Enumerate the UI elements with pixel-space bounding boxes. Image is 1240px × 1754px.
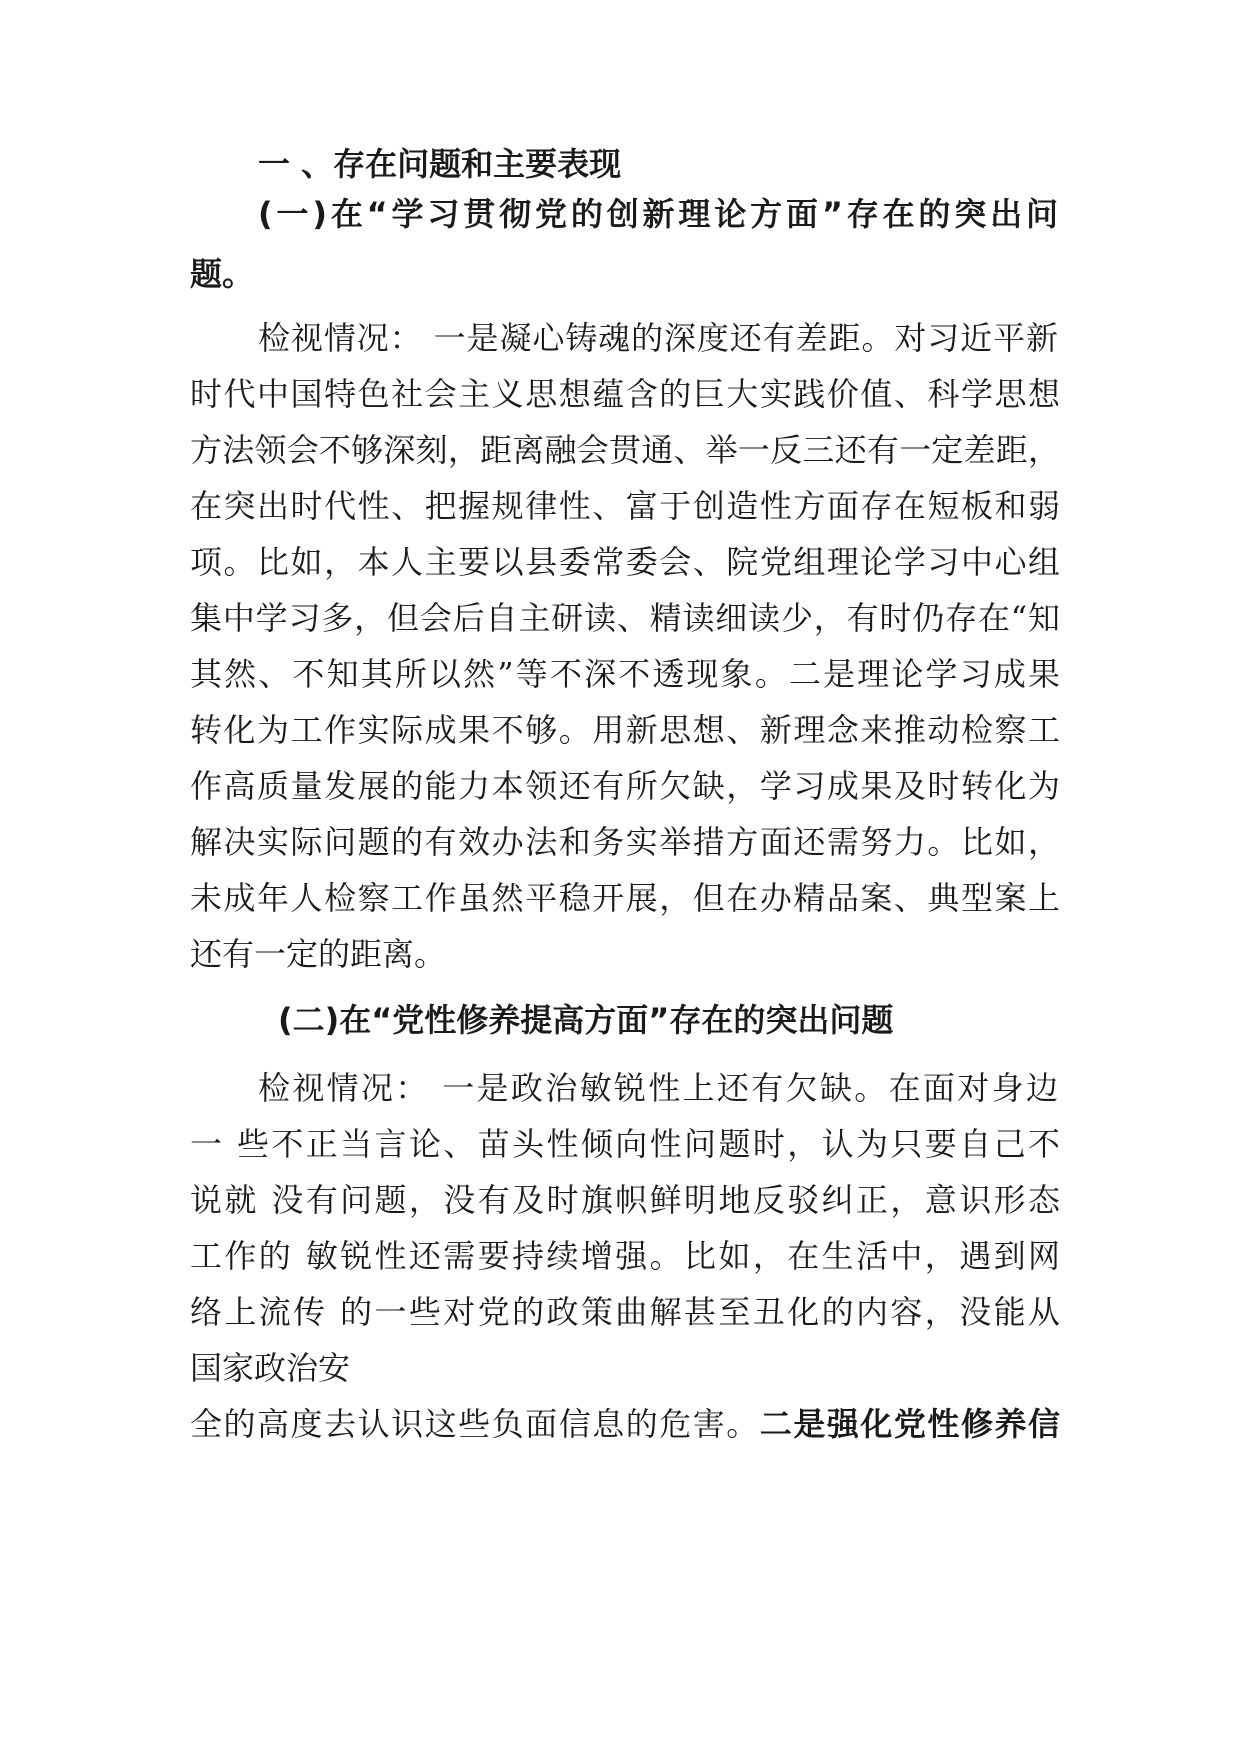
section2-paragraph-line: 说就 没有问题，没有及时旗帜鲜明地反驳纠正，意识形态 — [190, 1181, 1060, 1219]
section1-paragraph-line: 其然、不知其所以然”等不深不透现象。二是理论学习成果 — [190, 655, 1060, 693]
section2-paragraph-line: 检视情况： 一是政治敏锐性上还有欠缺。在面对身边 — [258, 1069, 1058, 1107]
section2-paragraph-last-line — [190, 1404, 1060, 1444]
section1-paragraph-line: 时代中国特色社会主义思想蕴含的巨大实践价值、科学思想 — [190, 375, 1060, 413]
section1-paragraph-line: 解决实际问题的有效办法和务实举措方面还需努力。比如， — [190, 823, 1060, 861]
section1-paragraph-line: 在突出时代性、把握规律性、富于创造性方面存在短板和弱 — [190, 487, 1060, 525]
section1-title-line1: (一)在“学习贯彻党的创新理论方面”存在的突出问 — [258, 195, 1058, 233]
section2-title: (二)在“党性修养提高方面”存在的突出问题 — [278, 1001, 894, 1039]
section1-paragraph-line: 作高质量发展的能力本领还有所欠缺，学习成果及时转化为 — [190, 767, 1060, 805]
section1-paragraph-line: 检视情况： 一是凝心铸魂的深度还有差距。对习近平新 — [258, 319, 1058, 357]
section2-paragraph-line: 国家政治安 — [190, 1349, 351, 1387]
section1-paragraph-line: 还有一定的距离。 — [190, 935, 447, 973]
section1-title-line2: 题。 — [190, 255, 255, 293]
section2-paragraph-line: 工作的 敏锐性还需要持续增强。比如，在生活中，遇到网 — [190, 1237, 1060, 1275]
section1-paragraph-line: 项。比如，本人主要以县委常委会、院党组理论学习中心组 — [190, 543, 1060, 581]
section2-paragraph-line: 络上流传 的一些对党的政策曲解甚至丑化的内容，没能从 — [190, 1293, 1060, 1331]
section2-paragraph-line: 一 些不正当言论、苗头性倾向性问题时，认为只要自己不 — [190, 1125, 1060, 1163]
heading-level1: 一 、存在问题和主要表现 — [258, 145, 622, 183]
section1-paragraph-line: 未成年人检察工作虽然平稳开展，但在办精品案、典型案上 — [190, 879, 1060, 917]
section1-paragraph-line: 转化为工作实际成果不够。用新思想、新理念来推动检察工 — [190, 711, 1060, 749]
section1-paragraph-line: 集中学习多，但会后自主研读、精读细读少，有时仍存在“知 — [190, 599, 1060, 637]
bold-text: 二是强化党性修养信 — [759, 1405, 1060, 1443]
section1-paragraph-line: 方法领会不够深刻，距离融会贯通、举一反三还有一定差距， — [190, 431, 1060, 469]
normal-text: 全的高度去认识这些负面信息的危害。 — [190, 1405, 760, 1443]
